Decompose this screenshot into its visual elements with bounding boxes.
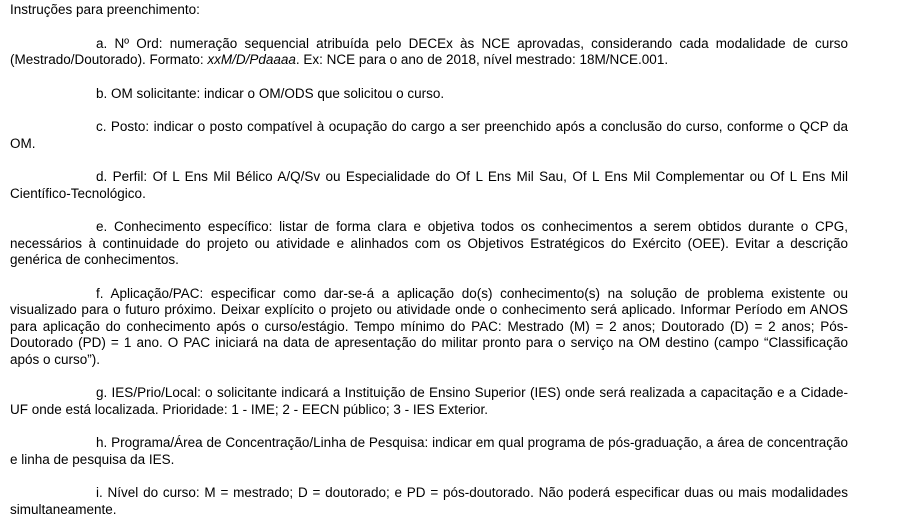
item-a-format-code: xxM/D/Pdaaaa	[207, 52, 296, 67]
instruction-item-c	[10, 119, 848, 152]
item-i-text: i. Nível do curso: M = mestrado; D = doutorado; e PD = pós-doutorado. Não poderá especificar duas ou mais modalidades simultaneamente.	[10, 485, 848, 517]
item-g-text: g. IES/Prio/Local: o solicitante indicará a Instituição de Ensino Superior (IES) onde será realizada a capacitação e a Cidade-UF onde está localizada. Prioridade: 1 - IME; 2 - EECN público; 3 - IES Exterior.	[10, 385, 848, 417]
item-c-text: c. Posto: indicar o posto compatível à ocupação do cargo a ser preenchido após a conclusão do curso, conforme o QCP da OM.	[10, 119, 848, 151]
item-e-text: e. Conhecimento específico: listar de forma clara e objetiva todos os conhecimentos a serem obtidos durante o CPG, necessários à continuidade do projeto ou atividade e alinhados com os Objetivos Estratégicos do Exército (OEE). Evitar a descrição genérica de conhecimentos.	[10, 219, 848, 267]
instruction-item-a	[10, 36, 848, 69]
item-a-text-2: . Ex: NCE para o ano de 2018, nível mestrado: 18M/NCE.001.	[295, 52, 669, 67]
instruction-item-b	[10, 86, 848, 103]
item-d-text: d. Perfil: Of L Ens Mil Bélico A/Q/Sv ou Especialidade do Of L Ens Mil Sau, Of L Ens Mil Complementar ou Of L Ens Mil Científico-Tecnológico.	[10, 169, 848, 201]
instruction-item-e	[10, 219, 848, 269]
instruction-item-g	[10, 385, 848, 418]
instruction-item-i	[10, 485, 848, 518]
instructions-title: Instruções para preenchimento:	[10, 2, 200, 17]
instruction-item-d	[10, 169, 848, 202]
instruction-item-f	[10, 286, 848, 369]
item-b-text: b. OM solicitante: indicar o OM/ODS que solicitou o curso.	[96, 85, 445, 101]
item-f-text: f. Aplicação/PAC: especificar como dar-se-á a aplicação do(s) conhecimento(s) na solução de problema existente ou visualizado para o futuro próximo. Deixar explícito o projeto ou atividade onde o conhecimento será aplicado. Informar Período em ANOS para aplicação do conhecimento após o curso/estágio. Tempo mínimo do PAC: Mestrado (M) = 2 anos; Doutorado (D) = 2 anos; Pós-Doutorado (PD) = 1 ano. O PAC iniciará na data de apresentação do militar pronto para o serviço na OM destino (campo “Classificação após o curso”).	[10, 285, 848, 367]
instruction-item-h	[10, 435, 848, 468]
item-h-text: h. Programa/Área de Concentração/Linha de Pesquisa: indicar em qual programa de pós-graduação, a área de concentração e linha de pesquisa da IES.	[10, 435, 848, 467]
item-a-text-1: a. Nº Ord: numeração sequencial atribuída pelo DECEx às NCE aprovadas, considerando cada modalidade de curso (Mestrado/Doutorado). Formato:	[10, 35, 848, 67]
